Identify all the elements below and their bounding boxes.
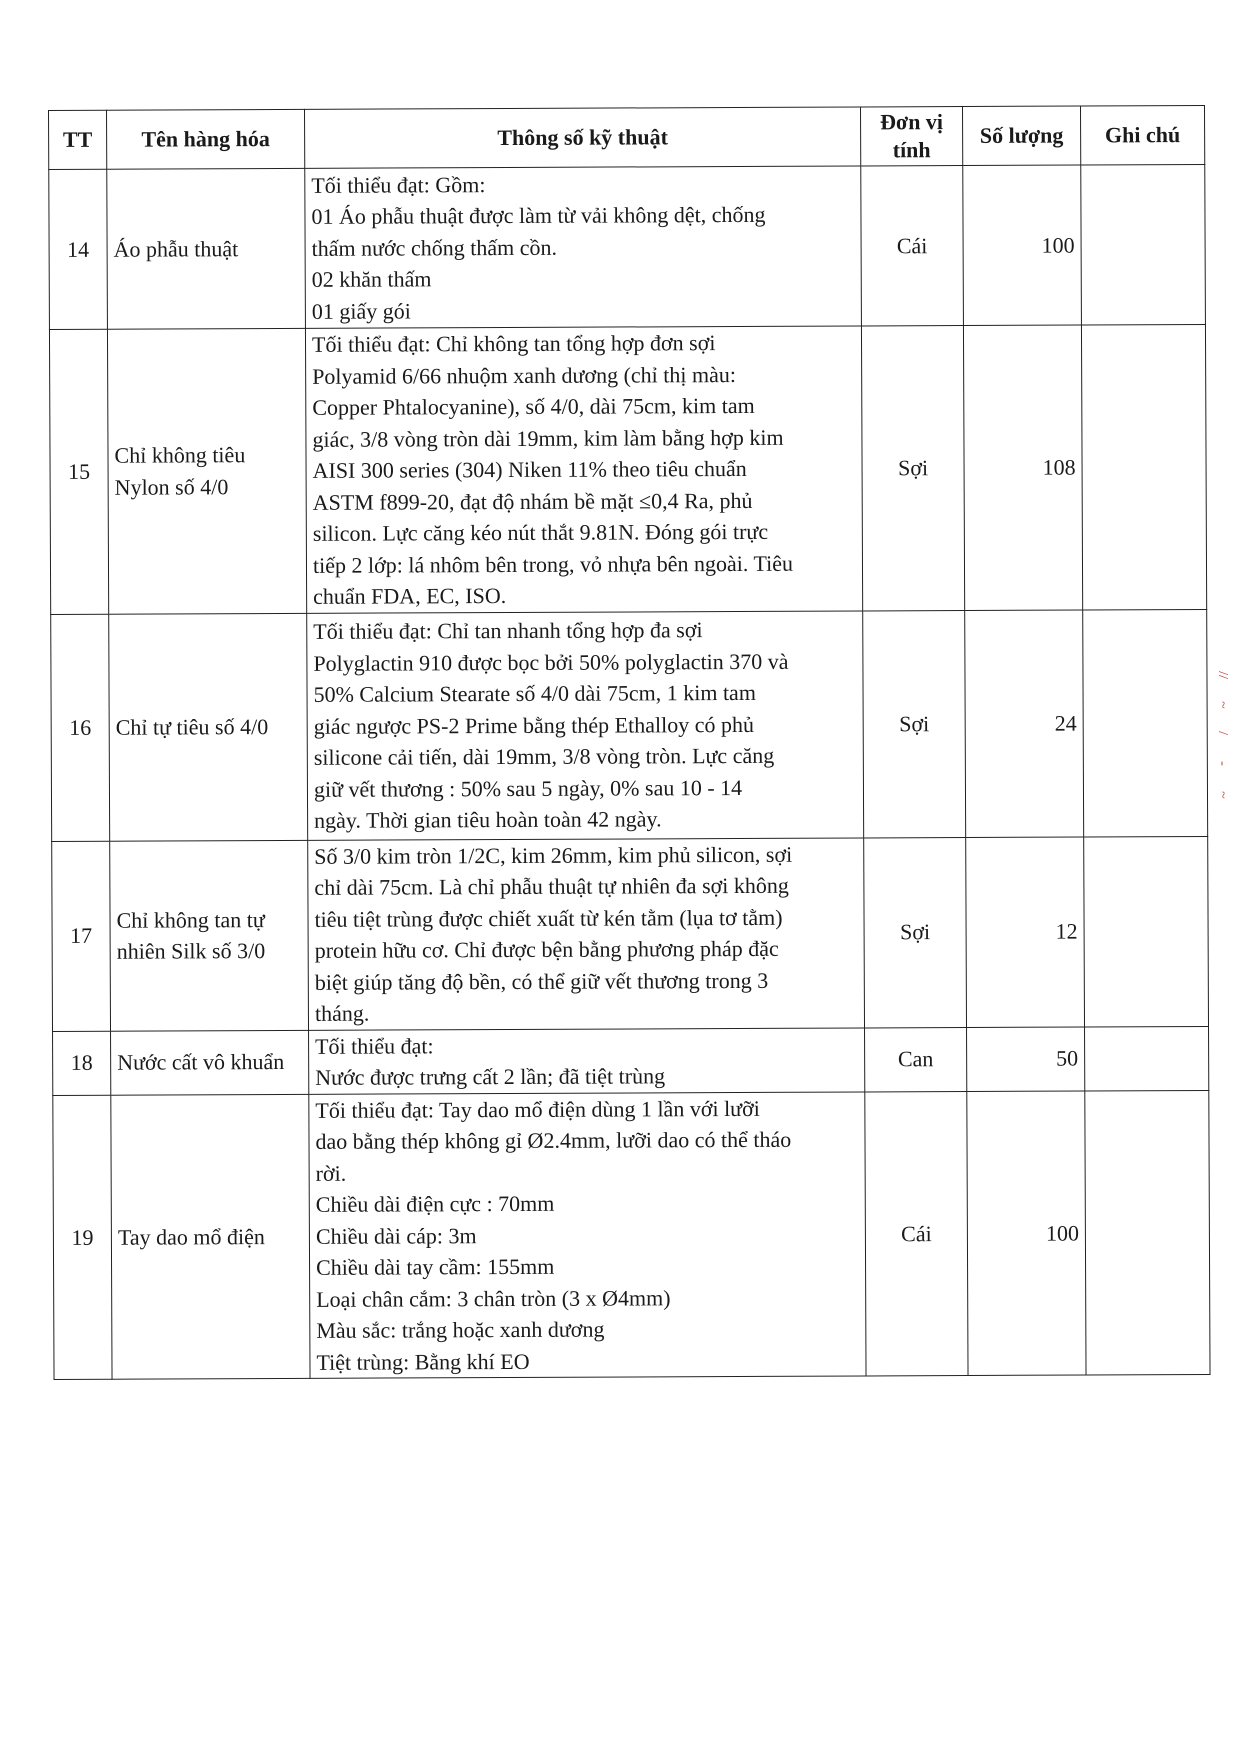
item-unit: Can <box>865 1027 967 1091</box>
item-quantity: 100 <box>967 1090 1086 1375</box>
item-quantity: 108 <box>963 325 1082 610</box>
item-note <box>1085 1090 1210 1375</box>
table-row <box>53 1090 1210 1380</box>
spec-line: biệt giúp tăng độ bền, có thể giữ vết thương trong 3 <box>314 967 769 995</box>
margin-marks: // ~ / - ~ <box>1214 671 1230 799</box>
item-specification <box>305 326 862 613</box>
item-unit: Cái <box>865 1091 968 1376</box>
spec-line: Số 3/0 kim tròn 1/2C, kim 26mm, kim phủ silicon, sợi <box>314 841 793 869</box>
table-row <box>53 1026 1209 1095</box>
row-number: 18 <box>53 1031 111 1095</box>
table-row <box>51 609 1208 841</box>
item-specification <box>305 166 862 328</box>
spec-line: Tối thiểu đạt: Tay dao mổ điện dùng 1 lần với lưỡi <box>315 1095 760 1123</box>
spec-line: ngày. Thời gian tiêu hoàn toàn 42 ngày. <box>314 806 662 834</box>
spec-line: Chiều dài điện cực : 70mm <box>315 1190 555 1217</box>
row-number: 14 <box>49 169 108 329</box>
spec-line: AISI 300 series (304) Niken 11% theo tiêu chuẩn <box>312 455 747 483</box>
item-note <box>1084 836 1209 1027</box>
item-unit: Sợi <box>863 610 966 837</box>
spec-line: dao bằng thép không gỉ Ø2.4mm, lưỡi dao có thể tháo <box>315 1126 792 1154</box>
item-note <box>1081 324 1206 609</box>
item-name: Chỉ không tiêu Nylon số 4/0 <box>107 328 306 613</box>
spec-line: Chiều dài cáp: 3m <box>315 1222 477 1249</box>
spec-line: Tối thiểu đạt: Chỉ tan nhanh tổng hợp đa sợi <box>313 617 703 645</box>
spec-line: Tiệt trùng: Bằng khí EO <box>316 1348 530 1375</box>
item-quantity: 50 <box>967 1026 1085 1091</box>
row-number: 17 <box>52 841 111 1031</box>
spec-line: Chiều dài tay cầm: 155mm <box>315 1253 555 1280</box>
spec-line: 01 giấy gói <box>311 298 411 324</box>
spec-line: Polyglactin 910 được bọc bởi 50% polyglactin 370 và <box>313 648 789 676</box>
spec-line: 01 Áo phẫu thuật được làm từ vải không dệt, chống <box>311 202 766 230</box>
item-name: Chỉ không tan tự nhiên Silk số 3/0 <box>110 840 309 1031</box>
table-row <box>49 164 1206 329</box>
item-name: Chỉ tự tiêu số 4/0 <box>109 613 308 841</box>
spec-line: tiêu tiệt trùng được chiết xuất từ kén tằm (lụa tơ tằm) <box>314 904 783 932</box>
spec-line: chuẩn FDA, EC, ISO. <box>313 583 507 609</box>
item-quantity: 12 <box>966 836 1085 1027</box>
table-row <box>52 836 1209 1031</box>
spec-line: tiếp 2 lớp: lá nhôm bên trong, vỏ nhựa bên ngoài. Tiêu <box>312 550 794 578</box>
item-quantity: 100 <box>963 165 1082 326</box>
header-name: Tên hàng hóa <box>107 109 305 169</box>
spec-line: Tối thiểu đạt: <box>315 1032 434 1059</box>
spec-line: Copper Phtalocyanine), số 4/0, dài 75cm, kim tam <box>312 392 755 420</box>
spec-line: giác, 3/8 vòng tròn dài 19mm, kim làm bằng hợp kim <box>312 424 784 452</box>
header-tt: TT <box>49 110 107 169</box>
table-row <box>49 324 1206 614</box>
item-note <box>1081 164 1206 325</box>
spec-line: 50% Calcium Stearate số 4/0 dài 75cm, 1 kim tam <box>313 680 756 708</box>
item-specification <box>307 610 864 839</box>
row-number: 19 <box>53 1095 112 1380</box>
item-unit: Cái <box>861 166 964 326</box>
spec-line: 02 khăn thấm <box>311 266 432 293</box>
spec-line: Tối thiểu đạt: Gồm: <box>311 171 486 198</box>
spec-line: tháng. <box>314 1000 370 1026</box>
header-qty: Số lượng <box>962 106 1080 166</box>
document-page <box>48 110 1204 1380</box>
spec-line: Tối thiểu đạt: Chỉ không tan tổng hợp đơn sợi <box>311 330 716 357</box>
item-name: Nước cất vô khuẩn <box>111 1030 309 1095</box>
spec-line: Loại chân cắm: 3 chân tròn (3 x Ø4mm) <box>316 1284 671 1312</box>
spec-line: ASTM f899-20, đạt độ nhám bề mặt ≤0,4 Ra, phủ <box>312 487 753 515</box>
spec-line: silicon. Lực căng kéo nút thắt 9.81N. Đóng gói trực <box>312 518 769 546</box>
item-name: Áo phẫu thuật <box>107 168 306 329</box>
spec-line: thấm nước chống thấm cồn. <box>311 234 558 261</box>
spec-line: giác ngược PS-2 Prime bằng thép Ethalloy có phủ <box>313 711 755 739</box>
header-unit: Đơn vị tính <box>860 107 962 166</box>
header-spec: Thông số kỹ thuật <box>304 107 860 168</box>
item-note <box>1085 1026 1209 1091</box>
item-unit: Sợi <box>864 837 967 1027</box>
item-name: Tay dao mổ điện <box>111 1094 310 1379</box>
spec-line: silicone cải tiến, dài 19mm, 3/8 vòng tròn. Lực căng <box>313 743 775 771</box>
item-specification <box>309 1091 866 1378</box>
item-unit: Sợi <box>861 326 964 611</box>
item-specification <box>308 837 865 1029</box>
spec-line: protein hữu cơ. Chỉ được bện bằng phương pháp đặc <box>314 935 779 963</box>
spec-line: Nước được trưng cất 2 lần; đã tiệt trùng <box>315 1063 666 1090</box>
spec-line: rời. <box>315 1160 347 1186</box>
item-quantity: 24 <box>965 609 1084 837</box>
header-note: Ghi chú <box>1080 105 1204 165</box>
row-number: 16 <box>51 614 110 841</box>
header-row <box>49 105 1205 169</box>
spec-line: chỉ dài 75cm. Là chỉ phẫu thuật tự nhiên đa sợi không <box>314 872 789 900</box>
item-note <box>1083 609 1208 837</box>
spec-line: Polyamid 6/66 nhuộm xanh dương (chỉ thị màu: <box>312 361 737 389</box>
spec-table <box>48 105 1211 1380</box>
item-specification <box>309 1027 865 1093</box>
row-number: 15 <box>49 329 108 614</box>
spec-line: Màu sắc: trắng hoặc xanh dương <box>316 1316 605 1343</box>
spec-line: giữ vết thương : 50% sau 5 ngày, 0% sau 10 - 14 <box>313 774 743 802</box>
